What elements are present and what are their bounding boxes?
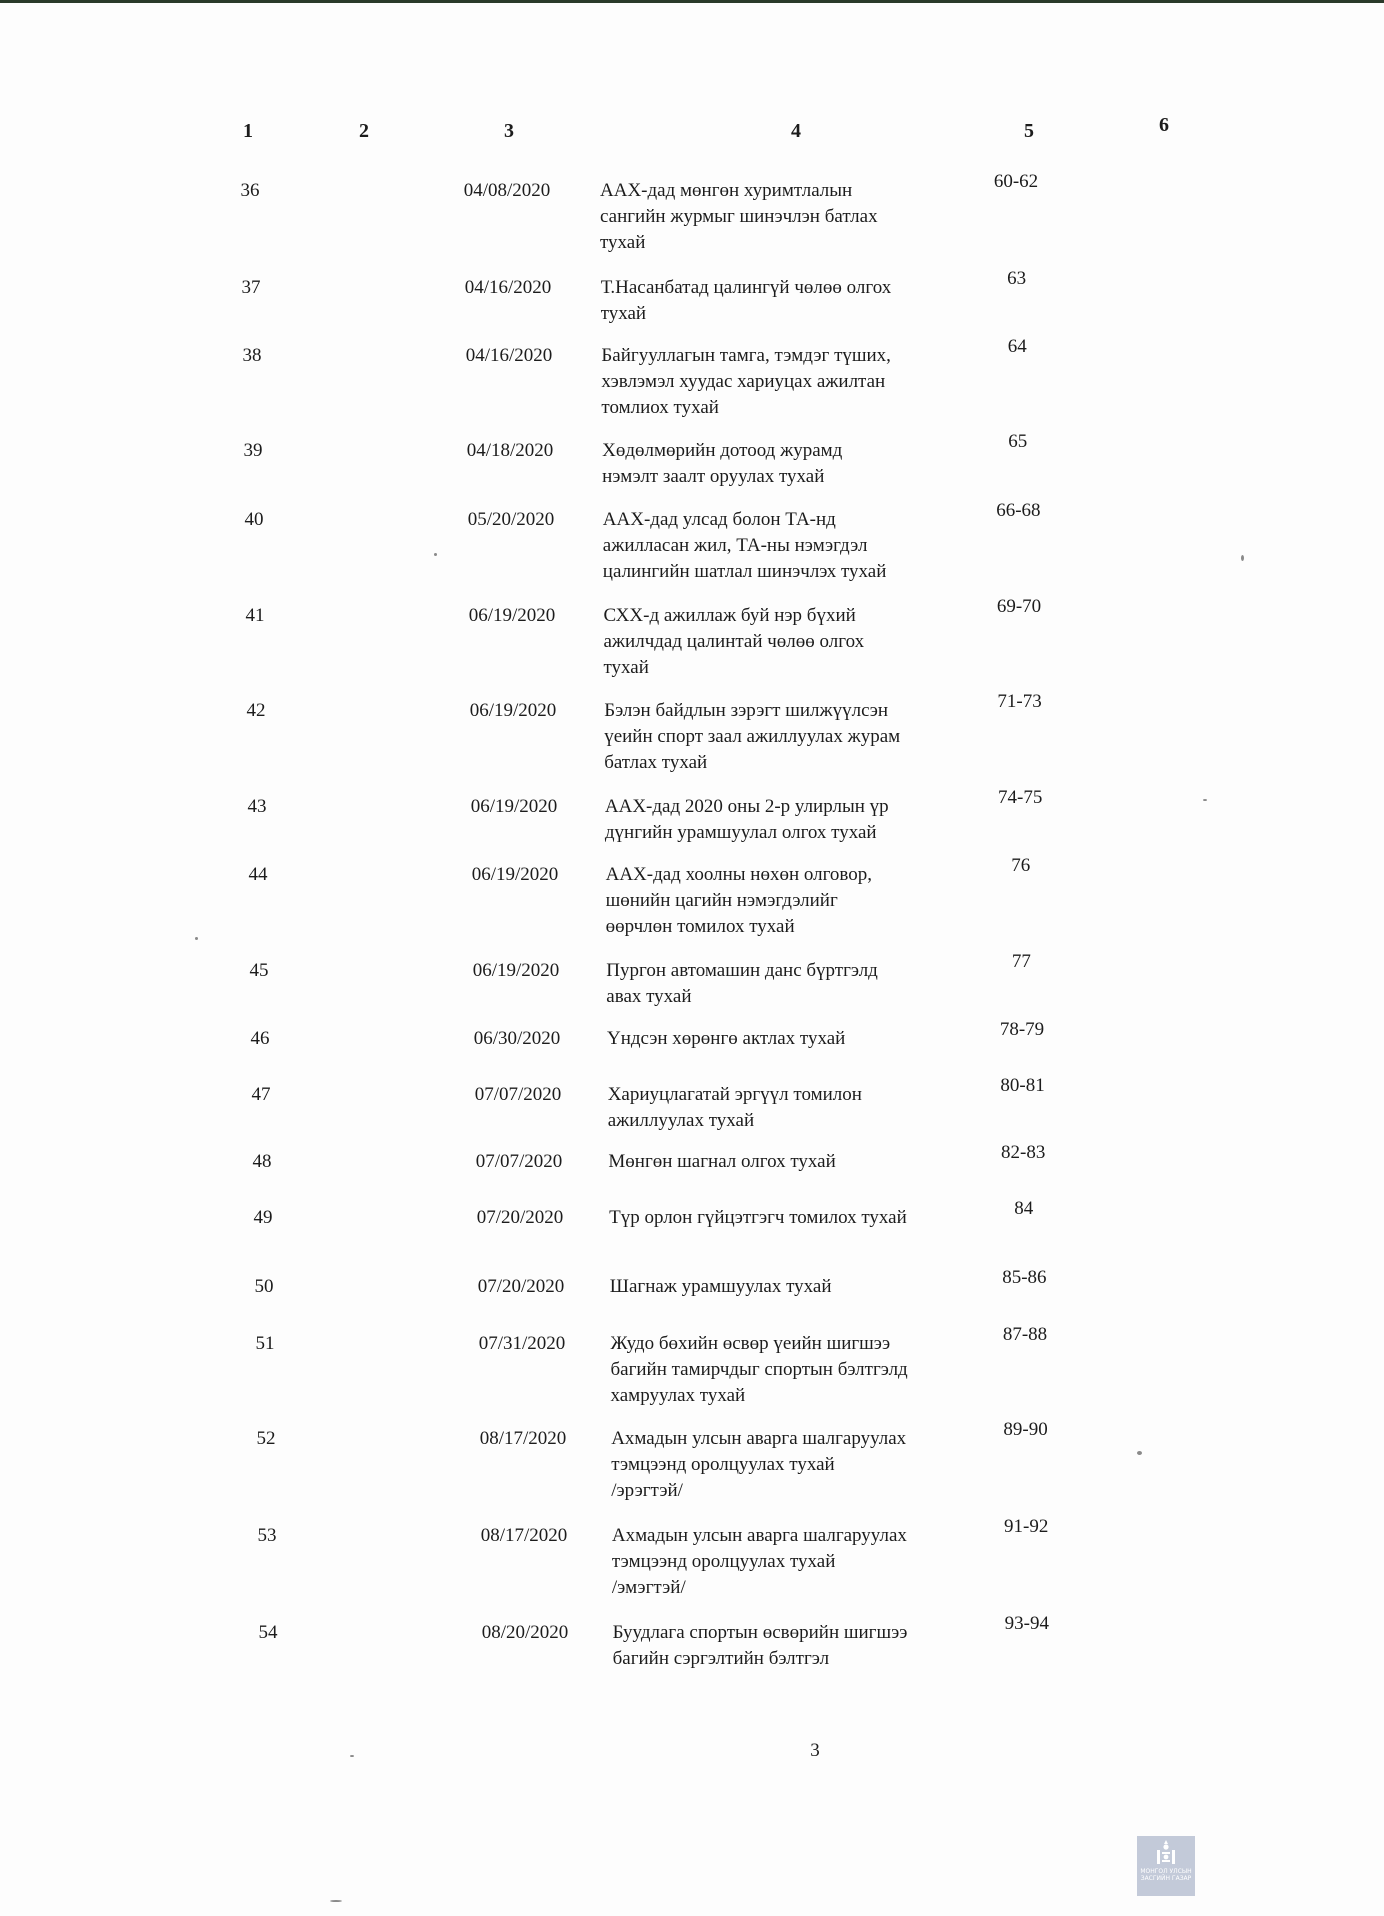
row-date: 04/18/2020 [466, 440, 554, 461]
row-title: Бэлэн байдлын зэрэгт шилжүүлсэн үеийн спорт заал ажиллуулах журам батлах тухай [604, 700, 901, 773]
row-pages: 74-75 [998, 787, 1043, 808]
row-pages: 65 [1008, 431, 1028, 452]
header-col-3: 3 [504, 120, 514, 142]
row-pages: 69-70 [996, 596, 1042, 617]
row-title: ААХ-дад мөнгөн хуримтлалын сангийн журмыг шинэчлэн батлах тухай [600, 180, 878, 253]
row-date: 08/20/2020 [481, 1622, 569, 1643]
row-number: 52 [256, 1428, 276, 1449]
row-title: Шагнаж урамшуулах тухай [609, 1276, 832, 1297]
row-title: Буудлага спортын өсвөрийн шигшээ багийн сэргэлтийн бэлтгэл [612, 1622, 908, 1669]
row-pages: 78-79 [999, 1019, 1045, 1040]
row-date: 06/19/2020 [472, 960, 560, 981]
row-number: 50 [254, 1276, 274, 1297]
row-title: Т.Насанбатад цалингүй чөлөө олгох тухай [600, 277, 892, 324]
row-number: 40 [244, 509, 264, 530]
row-title: Ахмадын улсын аварга шалгаруулах тэмцээнд оролцуулах тухай /эрэгтэй/ [611, 1428, 907, 1501]
row-date: 06/19/2020 [470, 796, 558, 817]
row-number: 41 [245, 605, 265, 626]
row-title: Хариуцлагатай эргүүл томилон ажиллуулах тухай [607, 1084, 862, 1131]
row-number: 45 [249, 960, 269, 981]
row-title: Хөдөлмөрийн дотоод журамд нэмэлт заалт оруулах тухай [602, 440, 843, 487]
row-pages: 66-68 [996, 500, 1041, 521]
row-date: 07/07/2020 [475, 1151, 563, 1172]
scan-speck [1241, 555, 1244, 561]
row-pages: 76 [1011, 855, 1031, 876]
row-pages: 84 [1014, 1198, 1034, 1219]
row-date: 08/17/2020 [479, 1428, 567, 1449]
row-date: 06/30/2020 [473, 1028, 561, 1049]
seal-text: МОНГОЛ УЛСЫН ЗАСГИЙН ГАЗАР [1140, 1868, 1192, 1882]
row-pages: 82-83 [1001, 1142, 1046, 1163]
row-date: 04/16/2020 [465, 345, 553, 366]
scan-speck [434, 553, 437, 556]
row-title: ААХ-дад 2020 оны 2-р улирлын үр дүнгийн урамшуулал олгох тухай [604, 796, 889, 843]
row-number: 43 [247, 796, 267, 817]
row-date: 07/20/2020 [477, 1276, 565, 1297]
header-col-2: 2 [359, 120, 369, 142]
header-col-4: 4 [791, 120, 801, 142]
header-col-1: 1 [243, 120, 253, 142]
scan-speck [350, 1755, 354, 1757]
row-pages: 93-94 [1004, 1613, 1049, 1634]
header-col-6: 6 [1159, 114, 1169, 136]
row-pages: 71-73 [997, 691, 1042, 712]
row-title: Пургон автомашин данс бүртгэлд авах тухай [606, 960, 878, 1007]
row-date: 06/19/2020 [468, 605, 556, 626]
row-pages: 80-81 [1000, 1075, 1045, 1096]
row-date: 06/19/2020 [469, 700, 557, 721]
row-title: Түр орлон гүйцэтгэгч томилох тухай [609, 1207, 907, 1228]
row-pages: 64 [1007, 336, 1027, 357]
row-number: 36 [240, 180, 260, 201]
row-pages: 89-90 [1003, 1419, 1048, 1440]
row-date: 07/31/2020 [478, 1333, 566, 1354]
row-number: 47 [251, 1084, 271, 1105]
row-pages: 77 [1011, 951, 1031, 972]
row-number: 49 [253, 1207, 273, 1228]
row-title: СХХ-д ажиллаж буй нэр бүхий ажилчдад цалинтай чөлөө олгох тухай [603, 605, 865, 678]
row-number: 48 [252, 1151, 272, 1172]
row-title: ААХ-дад хоолны нөхөн олговор, шөнийн цагийн нэмэгдэлийг өөрчлөн томилох тухай [605, 864, 873, 937]
row-title: Ахмадын улсын аварга шалгаруулах тэмцээнд оролцуулах тухай /эмэгтэй/ [611, 1525, 907, 1598]
row-date: 07/20/2020 [476, 1207, 564, 1228]
row-title: Үндсэн хөрөнгө актлах тухай [607, 1028, 846, 1049]
header-col-5: 5 [1024, 120, 1034, 142]
scan-speck [195, 937, 198, 940]
row-number: 46 [250, 1028, 270, 1049]
row-title: Байгууллагын тамга, тэмдэг түших, хэвлэмэл хуудас хариуцах ажилтан томлиох тухай [601, 345, 891, 418]
row-date: 04/08/2020 [463, 180, 551, 201]
row-date: 07/07/2020 [474, 1084, 562, 1105]
scan-speck [1137, 1451, 1142, 1455]
row-number: 53 [257, 1525, 277, 1546]
row-pages: 85-86 [1002, 1267, 1047, 1288]
row-number: 54 [258, 1622, 278, 1643]
row-number: 38 [242, 345, 262, 366]
row-title: Мөнгөн шагнал олгох тухай [608, 1151, 836, 1172]
row-number: 51 [255, 1333, 275, 1354]
row-number: 42 [246, 700, 266, 721]
row-pages: 60-62 [993, 171, 1039, 192]
row-title: Жудо бөхийн өсвөр үеийн шигшээ багийн тамирчдыг спортын бэлтгэлд хамруулах тухай [610, 1333, 908, 1406]
row-date: 06/19/2020 [471, 864, 559, 885]
row-title: ААХ-дад улсад болон ТА-нд ажилласан жил, ТА-ны нэмэгдэл цалингийн шатлал шинэчлэх тухай [602, 509, 887, 582]
row-number: 39 [243, 440, 263, 461]
scan-speck [1203, 799, 1207, 801]
scan-edge [0, 0, 1384, 3]
row-number: 44 [248, 864, 268, 885]
row-pages: 91-92 [1004, 1516, 1049, 1537]
row-pages: 63 [1007, 268, 1027, 289]
page-number: 3 [810, 1740, 820, 1761]
row-date: 08/17/2020 [480, 1525, 568, 1546]
row-date: 05/20/2020 [467, 509, 555, 530]
row-number: 37 [241, 277, 261, 298]
scan-speck [330, 1900, 342, 1902]
row-date: 04/16/2020 [464, 277, 552, 298]
government-seal [1137, 1836, 1195, 1896]
row-pages: 87-88 [1002, 1324, 1048, 1345]
soyombo-icon [1155, 1840, 1177, 1866]
